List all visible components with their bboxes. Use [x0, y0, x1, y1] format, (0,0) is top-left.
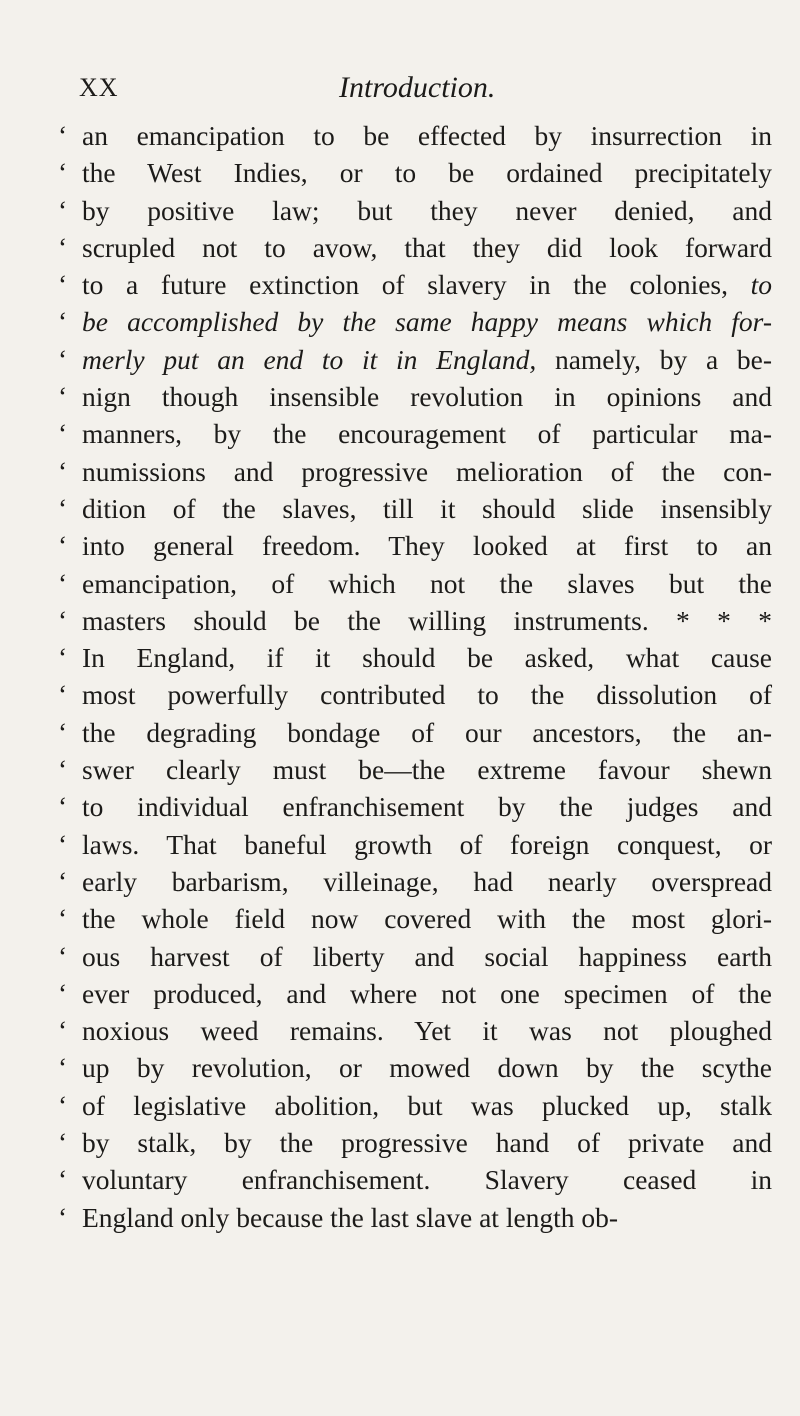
text-line	[58, 714, 772, 751]
line-text-roman: England only because the last slave at length ob-	[82, 1201, 619, 1233]
text-line	[58, 639, 772, 676]
quote-mark: ‘	[58, 194, 68, 226]
quote-mark: ‘	[58, 343, 68, 375]
line-text	[82, 863, 772, 900]
line-text-roman: to a future extinction of slavery in the colonies,	[82, 269, 751, 301]
quote-mark: ‘	[58, 530, 68, 562]
quote-mark: ‘	[58, 567, 68, 599]
quote-mark: ‘	[58, 120, 68, 151]
line-text-roman: an emancipation to be effected by insurrection in	[82, 120, 772, 151]
line-text-roman: the whole field now covered with the most glori-	[82, 903, 772, 935]
line-text	[82, 1199, 772, 1236]
quote-mark: ‘	[58, 642, 68, 674]
text-line	[58, 975, 772, 1012]
text-line	[58, 341, 772, 378]
text-line	[58, 751, 772, 788]
quote-mark: ‘	[58, 381, 68, 413]
line-text-roman: In England, if it should be asked, what cause	[82, 642, 772, 674]
line-text	[82, 266, 772, 303]
quote-mark: ‘	[58, 903, 68, 935]
quote-mark: ‘	[58, 1164, 68, 1196]
line-text	[82, 415, 772, 452]
line-text	[82, 1124, 772, 1161]
line-text-roman: most powerfully contributed to the dissolution of	[82, 679, 772, 711]
quote-mark: ‘	[58, 157, 68, 189]
line-text	[82, 602, 772, 639]
line-text-roman: noxious weed remains. Yet it was not ploughed	[82, 1015, 772, 1047]
line-text	[82, 565, 772, 602]
line-text-roman: early barbarism, villeinage, had nearly overspread	[82, 865, 772, 897]
text-line	[58, 527, 772, 564]
line-text	[82, 639, 772, 676]
line-text	[82, 900, 772, 937]
line-text-roman: swer clearly must be—the extreme favour shewn	[82, 754, 772, 786]
text-line	[58, 453, 772, 490]
quote-mark: ‘	[58, 791, 68, 823]
text-line	[58, 788, 772, 825]
running-title: Introduction.	[339, 71, 496, 104]
line-text-roman: the West Indies, or to be ordained precipitately	[82, 157, 772, 189]
text-line	[58, 415, 772, 452]
line-text-roman: laws. That baneful growth of foreign conquest, or	[82, 828, 772, 860]
quote-mark: ‘	[58, 1127, 68, 1159]
line-text-italic: to	[750, 269, 772, 301]
page-header	[0, 68, 800, 108]
line-text	[82, 527, 772, 564]
line-text	[82, 788, 772, 825]
line-text-roman: ous harvest of liberty and social happiness earth	[82, 940, 772, 972]
line-text-roman: of legislative abolition, but was plucked up, stalk	[82, 1089, 772, 1121]
quote-mark: ‘	[58, 940, 68, 972]
text-line	[58, 938, 772, 975]
quote-mark: ‘	[58, 865, 68, 897]
text-line	[58, 378, 772, 415]
quote-mark: ‘	[58, 1015, 68, 1047]
quote-mark: ‘	[58, 604, 68, 636]
line-text	[82, 490, 772, 527]
line-text	[82, 192, 772, 229]
text-line	[58, 192, 772, 229]
quote-mark: ‘	[58, 716, 68, 748]
quote-mark: ‘	[58, 306, 68, 338]
quote-mark: ‘	[58, 1089, 68, 1121]
text-line	[58, 900, 772, 937]
text-line	[58, 266, 772, 303]
quote-mark: ‘	[58, 977, 68, 1009]
line-text-roman: up by revolution, or mowed down by the scythe	[82, 1052, 772, 1084]
text-line	[58, 826, 772, 863]
page-number: XX	[79, 73, 119, 102]
text-line	[58, 229, 772, 266]
line-text-roman: into general freedom. They looked at first to an	[82, 530, 772, 562]
quote-mark: ‘	[58, 269, 68, 301]
text-line	[58, 303, 772, 340]
quote-mark: ‘	[58, 231, 68, 263]
text-line	[58, 490, 772, 527]
line-text-roman: emancipation, of which not the slaves but the	[82, 567, 772, 599]
line-text-roman: numissions and progressive melioration of the con-	[82, 455, 772, 487]
line-text	[82, 714, 772, 751]
quote-mark: ‘	[58, 418, 68, 450]
line-text	[82, 117, 772, 154]
quote-mark: ‘	[58, 679, 68, 711]
line-text	[82, 938, 772, 975]
line-text	[82, 341, 772, 378]
line-text-roman: to individual enfranchisement by the judges and	[82, 791, 772, 823]
text-line	[58, 676, 772, 713]
quote-mark: ‘	[58, 1201, 68, 1233]
text-line	[58, 1049, 772, 1086]
text-line	[58, 863, 772, 900]
text-line	[58, 565, 772, 602]
line-text	[82, 229, 772, 266]
line-text-italic: be accomplished by the same happy means which for-	[82, 306, 772, 338]
body-text	[58, 117, 772, 1236]
line-text	[82, 1012, 772, 1049]
line-text	[82, 1087, 772, 1124]
line-text-roman: dition of the slaves, till it should slide insensibly	[82, 492, 772, 524]
line-text-roman: by positive law; but they never denied, and	[82, 194, 772, 226]
line-text	[82, 1161, 772, 1198]
line-text	[82, 453, 772, 490]
line-text-roman: ever produced, and where not one specimen of the	[82, 977, 772, 1009]
quote-mark: ‘	[58, 1052, 68, 1084]
line-text	[82, 676, 772, 713]
quote-mark: ‘	[58, 492, 68, 524]
quote-mark: ‘	[58, 754, 68, 786]
text-line	[58, 117, 772, 154]
line-text	[82, 303, 772, 340]
text-line	[58, 1087, 772, 1124]
text-line	[58, 154, 772, 191]
quote-mark: ‘	[58, 828, 68, 860]
line-text-roman: manners, by the encouragement of particular ma-	[82, 418, 772, 450]
text-line	[58, 1161, 772, 1198]
line-text-roman: nign though insensible revolution in opinions and	[82, 381, 772, 413]
line-text	[82, 378, 772, 415]
line-text-roman-tail: namely, by a be-	[536, 343, 772, 375]
text-line	[58, 1199, 772, 1236]
text-line	[58, 1012, 772, 1049]
line-text	[82, 751, 772, 788]
line-text-roman: scrupled not to avow, that they did look forward	[82, 231, 772, 263]
quote-mark: ‘	[58, 455, 68, 487]
text-line	[58, 602, 772, 639]
line-text	[82, 826, 772, 863]
line-text	[82, 1049, 772, 1086]
line-text	[82, 154, 772, 191]
line-text	[82, 975, 772, 1012]
line-text-italic: merly put an end to it in England,	[82, 343, 537, 375]
line-text-roman: by stalk, by the progressive hand of private and	[82, 1127, 772, 1159]
text-line	[58, 1124, 772, 1161]
line-text-roman: the degrading bondage of our ancestors, the an-	[82, 716, 772, 748]
line-text-roman: voluntary enfranchisement. Slavery ceased in	[82, 1164, 772, 1196]
line-text-roman: masters should be the willing instruments. * * *	[82, 604, 772, 636]
